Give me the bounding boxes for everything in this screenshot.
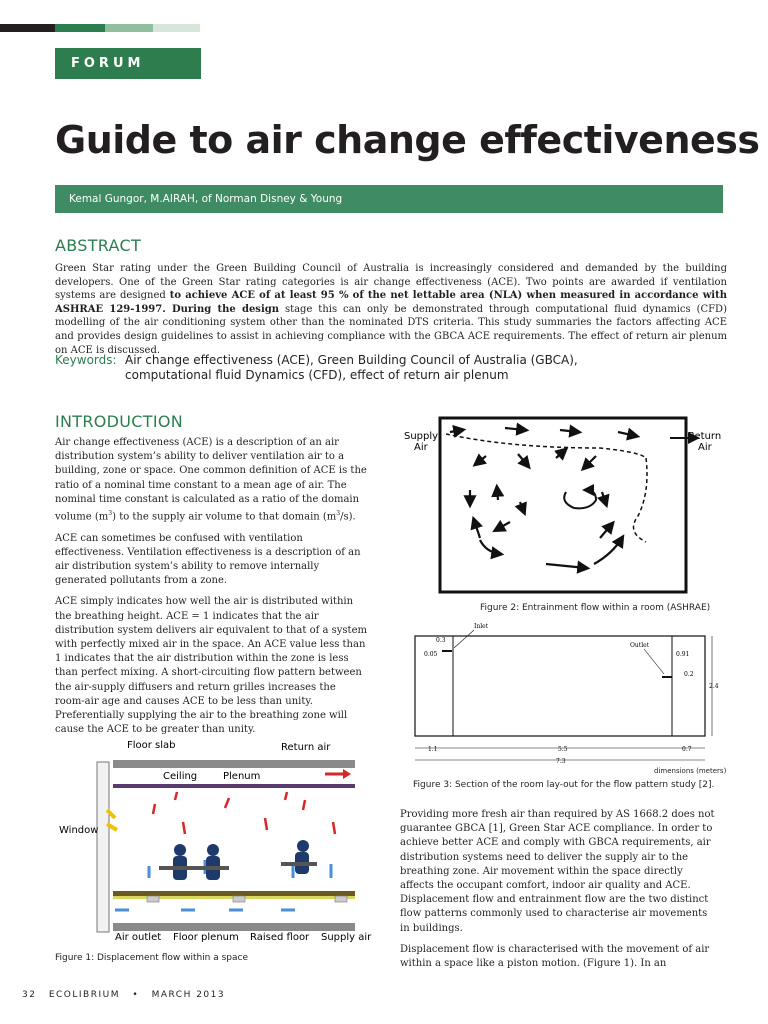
fig2-return-label-1: Return	[688, 431, 722, 442]
figure-1-caption: Figure 1: Displacement flow within a space	[55, 953, 249, 963]
fig3-dim-1.1: 1.1	[428, 746, 438, 753]
keywords-line-1: Air change effectiveness (ACE), Green Building Council of Australia (GBCA),	[125, 353, 578, 367]
fig3-dim-0.7: 0.7	[682, 746, 692, 753]
footer-separator: •	[132, 990, 140, 1000]
fig1-window-label: Window	[59, 825, 99, 836]
keywords-line-2: computational fluid Dynamics (CFD), effect of return air plenum	[125, 368, 509, 382]
fig2-supply-label-1: Supply	[404, 431, 439, 442]
fig1-raised-floor-label: Raised floor	[250, 932, 310, 943]
abstract-heading: ABSTRACT	[55, 236, 142, 255]
fig1-return-arrows	[153, 792, 335, 834]
fig3-dim-0.2: 0.2	[684, 671, 694, 678]
intro-paragraph-2: ACE can sometimes be confused with ventilation effectiveness. Ventilation effectiveness is a description of an air distribution system’s ability to remove internally generated pollutants from a zone.	[55, 532, 361, 587]
fig2-supply-label-2: Air	[414, 442, 428, 453]
figure-3-caption: Figure 3: Section of the room lay-out for the flow pattern study [2].	[413, 780, 715, 790]
intro-paragraph-3: ACE simply indicates how well the air is distributed within the breathing height. ACE = 1 indicates that the air distribution system delivers air equivalent to that of a system with perfectly mixed air in the space. An ACE value less than 1 indicates that the air distribution within the zone is less than perfect mixing. A short-circuiting flow pattern between the air-supply diffusers and return grilles increases the room-air age and causes ACE to be less than unity. Preferentially supplying the air to the breathing zone will cause the ACE to be greater than unity.	[55, 596, 367, 736]
fig1-air-outlet-label: Air outlet	[115, 932, 162, 943]
abstract-bold-text: to achieve ACE of at least 95 % of the net lettable area (NLA) when measured in accordance with ASHRAE 129-1997. During the design	[55, 290, 727, 315]
fig1-supply-air-label: Supply air	[321, 932, 372, 943]
fig1-ceiling-label: Ceiling	[163, 771, 198, 782]
article-title: Guide to air change effectiveness	[55, 118, 760, 162]
introduction-body	[55, 436, 367, 744]
figure-2-diagram	[400, 412, 730, 597]
fig1-return-air-label: Return air	[281, 742, 331, 753]
issue-date: MARCH 2013	[151, 990, 226, 1000]
fig1-floor-slab-label: Floor slab	[127, 740, 176, 751]
right-paragraph-1: Providing more fresh air than required by AS 1668.2 does not guarantee GBCA [1], Green Star ACE compliance. In order to achieve better ACE and comply with GBCA requirements, air distribution systems need to deliver the supply air to the breathing zone. Air movement within the space directly affects the occupant comfort, indoor air quality and ACE. Displacement flow and entrainment flow are the two distinct flow patterns commonly used to characterise air movements in buildings.	[400, 809, 715, 934]
fig1-occupants	[173, 840, 309, 880]
page-number: 32	[22, 990, 37, 1000]
keywords-label: Keywords:	[55, 353, 117, 367]
figure-2-caption: Figure 2: Entrainment flow within a room (ASHRAE)	[480, 603, 711, 613]
section-tag: FORUM	[55, 48, 201, 79]
introduction-heading: INTRODUCTION	[55, 412, 184, 431]
fig3-dim-5.5: 5.5	[558, 746, 568, 753]
figure-3-diagram	[400, 618, 730, 768]
fig1-floor-plenum-label: Floor plenum	[173, 932, 239, 943]
right-column-body	[400, 808, 718, 978]
fig3-dim-0.3: 0.3	[436, 637, 446, 644]
top-color-bar	[0, 24, 200, 32]
page-footer	[22, 990, 233, 1000]
fig3-outlet-label: Outlet	[630, 642, 650, 649]
abstract-text: Green Star rating under the Green Building Council of Australia is increasingly considered and demanded by the building developers. One of the Green Star rating categories is air change effectiveness (ACE). Two points are awarded if ventilation systems are designed to achieve ACE of at least 95 % of the net lettable area (NLA) when measured in accordance with ASHRAE 129-1997. During the design stage this can only be demonstrated through computational fluid dynamics (CFD) modelling of the air conditioning system other than the nominated DTS criteria. This study summaries the factors affecting ACE and provides design guidelines to assist in achieving compliance with the GBCA ACE requirements. The effect of return air plenum on ACE is discussed.	[55, 263, 727, 356]
fig3-dim-7.3: 7.3	[556, 758, 566, 765]
fig3-dim-0.91: 0.91	[676, 651, 690, 658]
author-bar: Kemal Gungor, M.AIRAH, of Norman Disney & Young	[55, 185, 723, 213]
magazine-name: ECOLIBRIUM	[48, 990, 120, 1000]
figure-1-diagram	[55, 738, 375, 943]
fig1-plenum-label: Plenum	[223, 771, 261, 782]
intro-paragraph-1: Air change effectiveness (ACE) is a description of an air distribution system’s ability to deliver ventilation air to a building, zone or space. One common definition of ACE is the ratio of a nominal time constant to a mean age of air. The nominal time constant is calculated as a ratio of the domain volume $(m^3)$ to the supply air volume to that domain $(m^3/s)$.	[55, 437, 367, 523]
fig3-dim-0.05: 0.05	[424, 651, 438, 658]
fig3-inlet-label: Inlet	[474, 623, 489, 630]
fig3-room-outline	[415, 636, 705, 736]
fig3-dimensions-note: dimensions (meters)	[654, 767, 727, 775]
fig3-dim-2.4: 2.4	[709, 683, 719, 690]
fig2-return-label-2: Air	[698, 442, 712, 453]
right-paragraph-2: Displacement flow is characterised with the movement of air within a space like a piston motion. (Figure 1). In an	[400, 943, 710, 970]
